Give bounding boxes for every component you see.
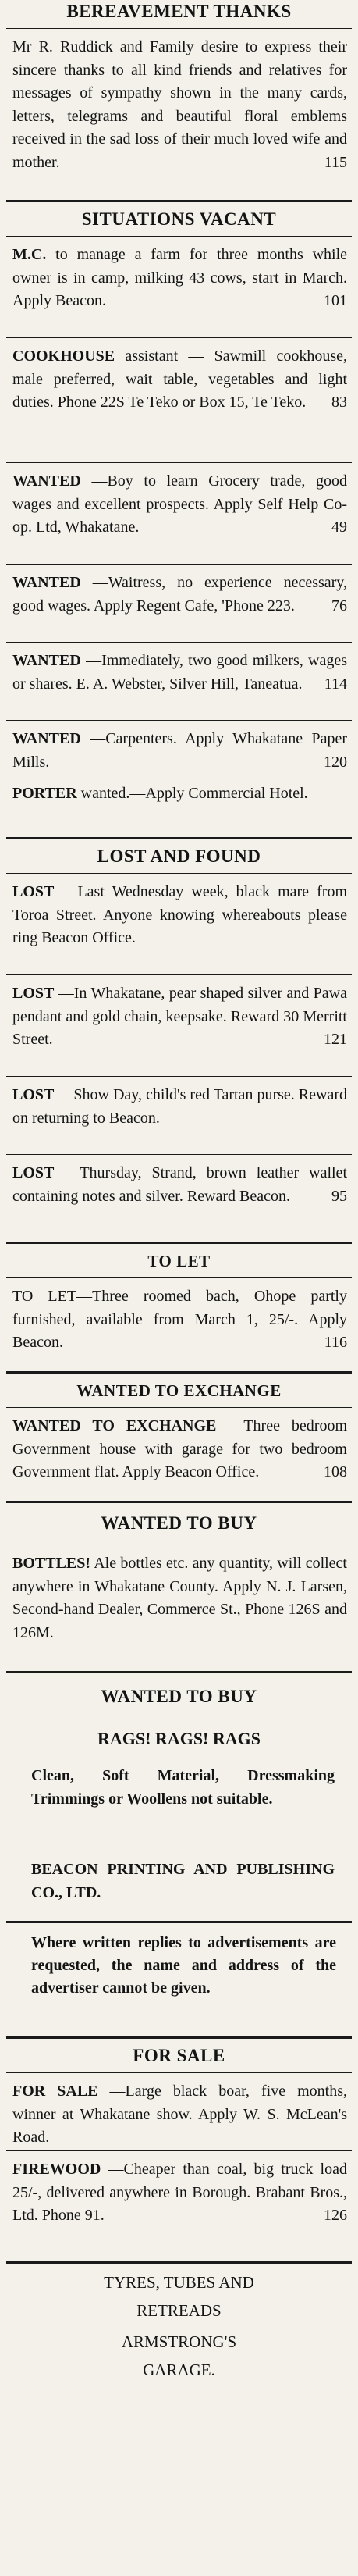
rags-line: RAGS! RAGS! RAGS xyxy=(97,1729,261,1748)
ad-boar xyxy=(12,2080,347,2150)
section-divider xyxy=(6,2036,352,2039)
ad-ref: 95 xyxy=(331,1187,347,1205)
divider xyxy=(6,337,352,338)
divider xyxy=(6,28,352,29)
for-sale-heading: FOR SALE xyxy=(133,2046,225,2065)
footer-line-2: RETREADS xyxy=(136,2301,222,2320)
ad-lead: LOST xyxy=(12,1164,55,1181)
company-name: BEACON PRINTING AND PUBLISHING CO., LTD. xyxy=(31,1861,335,1901)
ad-exchange xyxy=(12,1415,347,1484)
divider xyxy=(6,462,352,463)
ad-lost-purse xyxy=(12,1084,347,1130)
ad-lead: COOKHOUSE xyxy=(12,347,115,365)
to-let-heading: TO LET xyxy=(147,1252,211,1270)
ad-porter xyxy=(12,782,347,806)
ad-mc xyxy=(12,244,347,313)
ad-ref: 121 xyxy=(324,1031,347,1048)
wanted-buy-heading: WANTED TO BUY xyxy=(101,1513,257,1533)
wanted-buy-heading-2: WANTED TO BUY xyxy=(101,1687,257,1706)
ad-text: —In Whakatane, pear shaped silver and Pawa pendant and gold chain, keepsake. Reward 30 Merritt Street. xyxy=(12,985,347,1048)
ad-lead: WANTED xyxy=(12,472,81,490)
ad-ref: 76 xyxy=(331,597,347,615)
ad-lead: LOST xyxy=(12,1086,55,1103)
ad-lead: FOR SALE xyxy=(12,2083,98,2100)
footer-line-1: TYRES, TUBES AND xyxy=(104,2273,254,2292)
bereavement-heading: BEREAVEMENT THANKS xyxy=(66,2,292,21)
divider xyxy=(6,1076,352,1077)
ad-lead: PORTER xyxy=(12,785,77,802)
divider xyxy=(6,720,352,721)
ad-ref: 115 xyxy=(324,153,347,171)
ad-text: —Large black boar, five months, winner at Whakatane show. Apply W. S. McLean's Road. xyxy=(12,2083,347,2146)
situations-heading: SITUATIONS VACANT xyxy=(81,209,277,229)
section-divider xyxy=(6,200,352,202)
footer-line-4: GARAGE. xyxy=(143,2360,215,2379)
ad-lost-mare xyxy=(12,881,347,950)
ad-lost-wallet xyxy=(12,1162,347,1208)
ad-waitress xyxy=(12,572,347,618)
bereavement-text: Mr R. Ruddick and Family desire to express their sincere thanks to all kind friends and relatives for messages of sympathy shown in the many cards, letters, telegrams and beautiful floral emblems received in the sad loss of their much loved wife and mother. xyxy=(12,38,347,171)
ad-text: —Boy to learn Grocery trade, good wages and excellent prospects. Apply Self Help Co-op. Ltd, Whakatane. xyxy=(12,472,347,536)
ad-ref: 126 xyxy=(324,2207,347,2224)
ad-ref: 114 xyxy=(324,675,347,693)
ad-text: Ale bottles etc. any quantity, will collect anywhere in Whakatane County. Apply N. J. Larsen, Second-hand Dealer, Commerce St., Phone 126S and 126M. xyxy=(12,1555,347,1641)
ad-text: —Show Day, child's red Tartan purse. Reward on returning to Beacon. xyxy=(12,1086,348,1127)
divider xyxy=(6,1407,352,1408)
ad-ref: 49 xyxy=(331,518,347,536)
section-divider xyxy=(6,1371,352,1374)
ad-text: to manage a farm for three months while owner is in camp, milking 43 cows, start in March. Apply Beacon. xyxy=(12,246,348,309)
ad-firewood xyxy=(12,2158,347,2228)
divider xyxy=(6,564,352,565)
ad-text: —Thursday, Strand, brown leather wallet containing notes and silver. Reward Beacon. xyxy=(12,1164,347,1205)
ad-ref: 116 xyxy=(324,1334,347,1351)
ad-lead: LOST xyxy=(12,985,55,1002)
ad-text: —Carpenters. Apply Whakatane Paper Mills. xyxy=(12,730,347,771)
section-divider xyxy=(6,2261,352,2264)
divider xyxy=(6,642,352,643)
ad-text: —Last Wednesday week, black mare from Toroa Street. Anyone knowing whereabouts please ring Beacon Office. xyxy=(12,883,347,946)
ad-text: —Immediately, two good milkers, wages or shares. E. A. Webster, Silver Hill, Taneatua. xyxy=(12,652,348,693)
divider xyxy=(6,2072,352,2073)
ad-text: wanted.—Apply Commercial Hotel. xyxy=(80,785,308,802)
section-divider xyxy=(6,1921,352,1923)
ad-ref: 120 xyxy=(324,753,347,771)
divider xyxy=(6,974,352,975)
ad-lead: LOST xyxy=(12,883,55,900)
ad-ref: 108 xyxy=(324,1463,347,1480)
replies-notice: Where written replies to advertisements are requested, the name and address of the advertiser cannot be given. xyxy=(31,1934,336,1997)
ad-lost-pendant xyxy=(12,982,347,1052)
ad-bottles xyxy=(12,1552,347,1644)
ad-lead: WANTED xyxy=(12,652,81,669)
ad-lead: WANTED xyxy=(12,730,81,747)
ad-lead: M.C. xyxy=(12,246,47,263)
ad-ref: 83 xyxy=(331,394,347,411)
divider xyxy=(6,2150,352,2151)
section-divider xyxy=(6,1242,352,1244)
ad-to-let xyxy=(12,1285,347,1355)
divider xyxy=(6,873,352,874)
exchange-heading: WANTED TO EXCHANGE xyxy=(76,1381,282,1400)
ad-ref: 101 xyxy=(324,292,347,309)
section-divider xyxy=(6,837,352,839)
ad-text: assistant — Sawmill cookhouse, male preferred, wait table, vegetables and light duties. Phone 22S Te Teko or Box 15, Te Teko. xyxy=(12,347,347,411)
ad-lead: BOTTLES! xyxy=(12,1555,91,1572)
section-divider xyxy=(6,1501,352,1503)
ad-lead: WANTED xyxy=(12,574,81,591)
rags-text: Clean, Soft Material, Dressmaking Trimmings or Woollens not suitable. xyxy=(31,1767,335,1808)
ad-cookhouse xyxy=(12,345,347,415)
ad-text: —Cheaper than coal, big truck load 25/-, delivered anywhere in Borough. Brabant Bros., Ltd. Phone 91. xyxy=(12,2161,347,2224)
divider xyxy=(6,1154,352,1155)
ad-lead: FIREWOOD xyxy=(12,2161,101,2178)
ad-text: —Waitress, no experience necessary, good wages. Apply Regent Cafe, 'Phone 223. xyxy=(12,574,348,615)
section-divider xyxy=(6,1671,352,1673)
ad-lead: WANTED TO EXCHANGE xyxy=(12,1417,217,1434)
divider xyxy=(6,236,352,237)
lost-found-heading: LOST AND FOUND xyxy=(97,846,261,866)
ad-text: TO LET—Three roomed bach, Ohope partly furnished, available from March 1, 25/-. Apply Beacon. xyxy=(12,1288,347,1351)
divider xyxy=(6,1277,352,1278)
ad-text: —Three bedroom Government house with garage for two bedroom Government flat. Apply Beacon Office. xyxy=(12,1417,347,1480)
footer-line-3: ARMSTRONG'S xyxy=(121,2332,237,2351)
bereavement-notice xyxy=(12,36,347,174)
ad-grocery-boy xyxy=(12,470,347,540)
ad-carpenters xyxy=(12,728,347,774)
ad-milkers xyxy=(12,650,347,696)
